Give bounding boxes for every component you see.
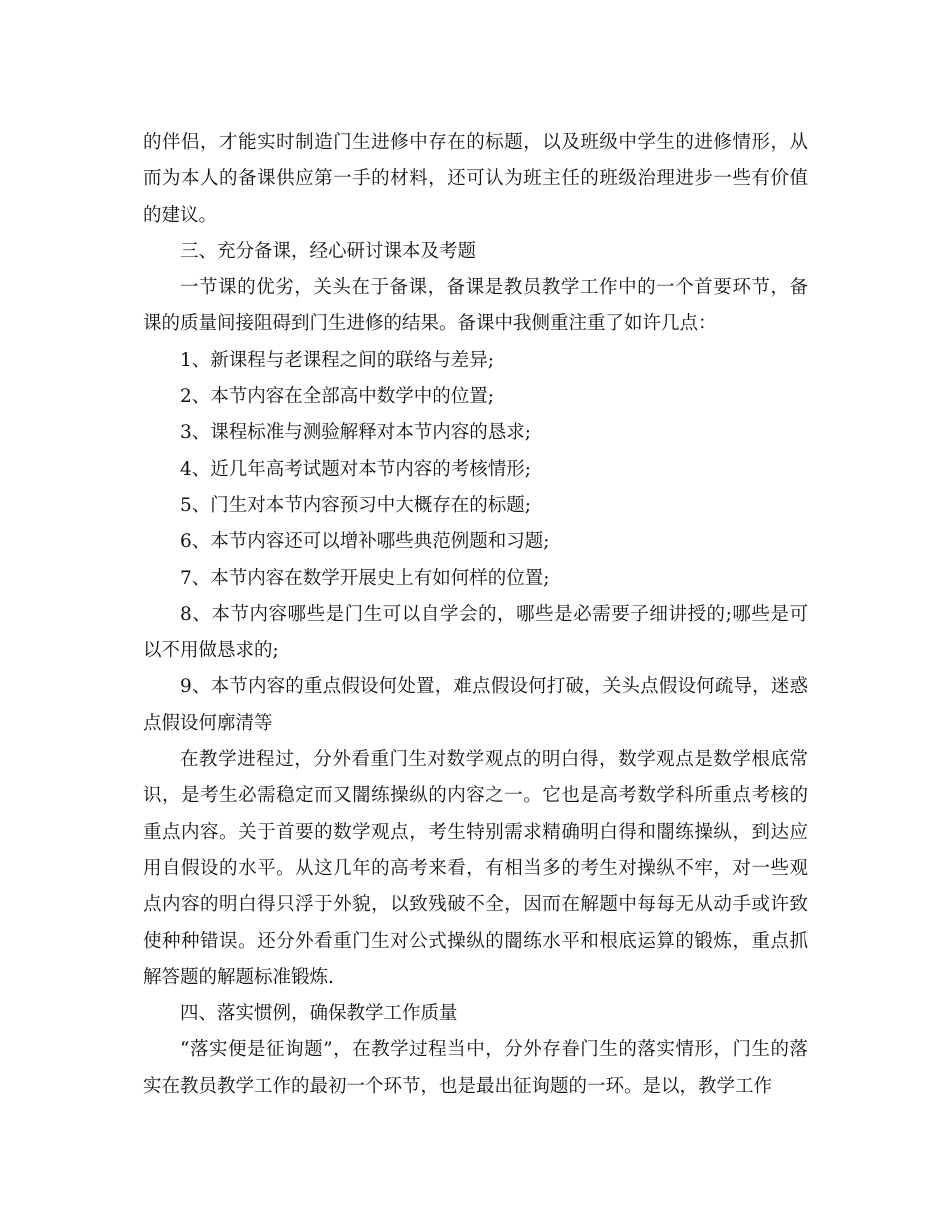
list-item: 3、课程标准与测验解释对本节内容的恳求; bbox=[180, 422, 532, 444]
list-item: 8、本节内容哪些是门生可以自学会的，哪些是必需要子细讲授的;哪些是可以不用做恳求的; bbox=[143, 603, 808, 662]
paragraph: 一节课的优劣，关头在于备课，备课是教员教学工作中的一个首要环节，备课的质量间接阻碍到门生进修的结果。备课中我侧重注重了如许几点： bbox=[143, 277, 808, 335]
section-heading: 三、充分备课，经心研讨课本及考题 bbox=[180, 240, 477, 262]
section-heading: 四、落实惯例，确保教学工作质量 bbox=[180, 1003, 458, 1025]
paragraph: 的伴侣，才能实时制造门生进修中存在的标题，以及班级中学生的进修情形，从而为本人的备课供应第一手的材料，还可认为班主任的班级治理进步一些有价值的建议。 bbox=[143, 132, 808, 226]
list-item: 6、本节内容还可以增补哪些典范例题和习题; bbox=[180, 531, 550, 553]
list-item: 1、新课程与老课程之间的联络与差异; bbox=[180, 349, 495, 371]
list-item: 7、本节内容在数学开展史上有如何样的位置; bbox=[180, 567, 550, 589]
list-item: 5、门生对本节内容预习中大概存在的标题; bbox=[180, 494, 532, 516]
list-item: 2、本节内容在全部高中数学中的位置; bbox=[180, 386, 495, 408]
list-item: 9、本节内容的重点假设何处置，难点假设何打破，关头点假设何疏导，迷惑点假设何廓清等 bbox=[143, 676, 808, 734]
list-item: 4、近几年高考试题对本节内容的考核情形; bbox=[180, 458, 532, 480]
paragraph: “落实便是征询题”，在教学过程当中，分外存眷门生的落实情形，门生的落实在教员教学工作的最初一个环节，也是最出征询题的一环。是以，教学工作 bbox=[143, 1039, 808, 1097]
paragraph: 在教学进程过，分外看重门生对数学观点的明白得，数学观点是数学根底常识，是考生必需稳定而又闇练操纵的内容之一。它也是高考数学科所重点考核的重点内容。关于首要的数学观点，考生特别需求精确明白得和闇练操纵，到达应用自假设的水平。从这几年的高考来看，有相当多的考生对操纵不牢，对一些观点内容的明白得只浮于外貌，以致残破不全，因而在解题中每每无从动手或许致使种种错误。还分外看重门生对公式操纵的闇练水平和根底运算的锻炼，重点抓解答题的解题标准锻炼. bbox=[143, 749, 808, 988]
document-body bbox=[143, 125, 808, 1105]
